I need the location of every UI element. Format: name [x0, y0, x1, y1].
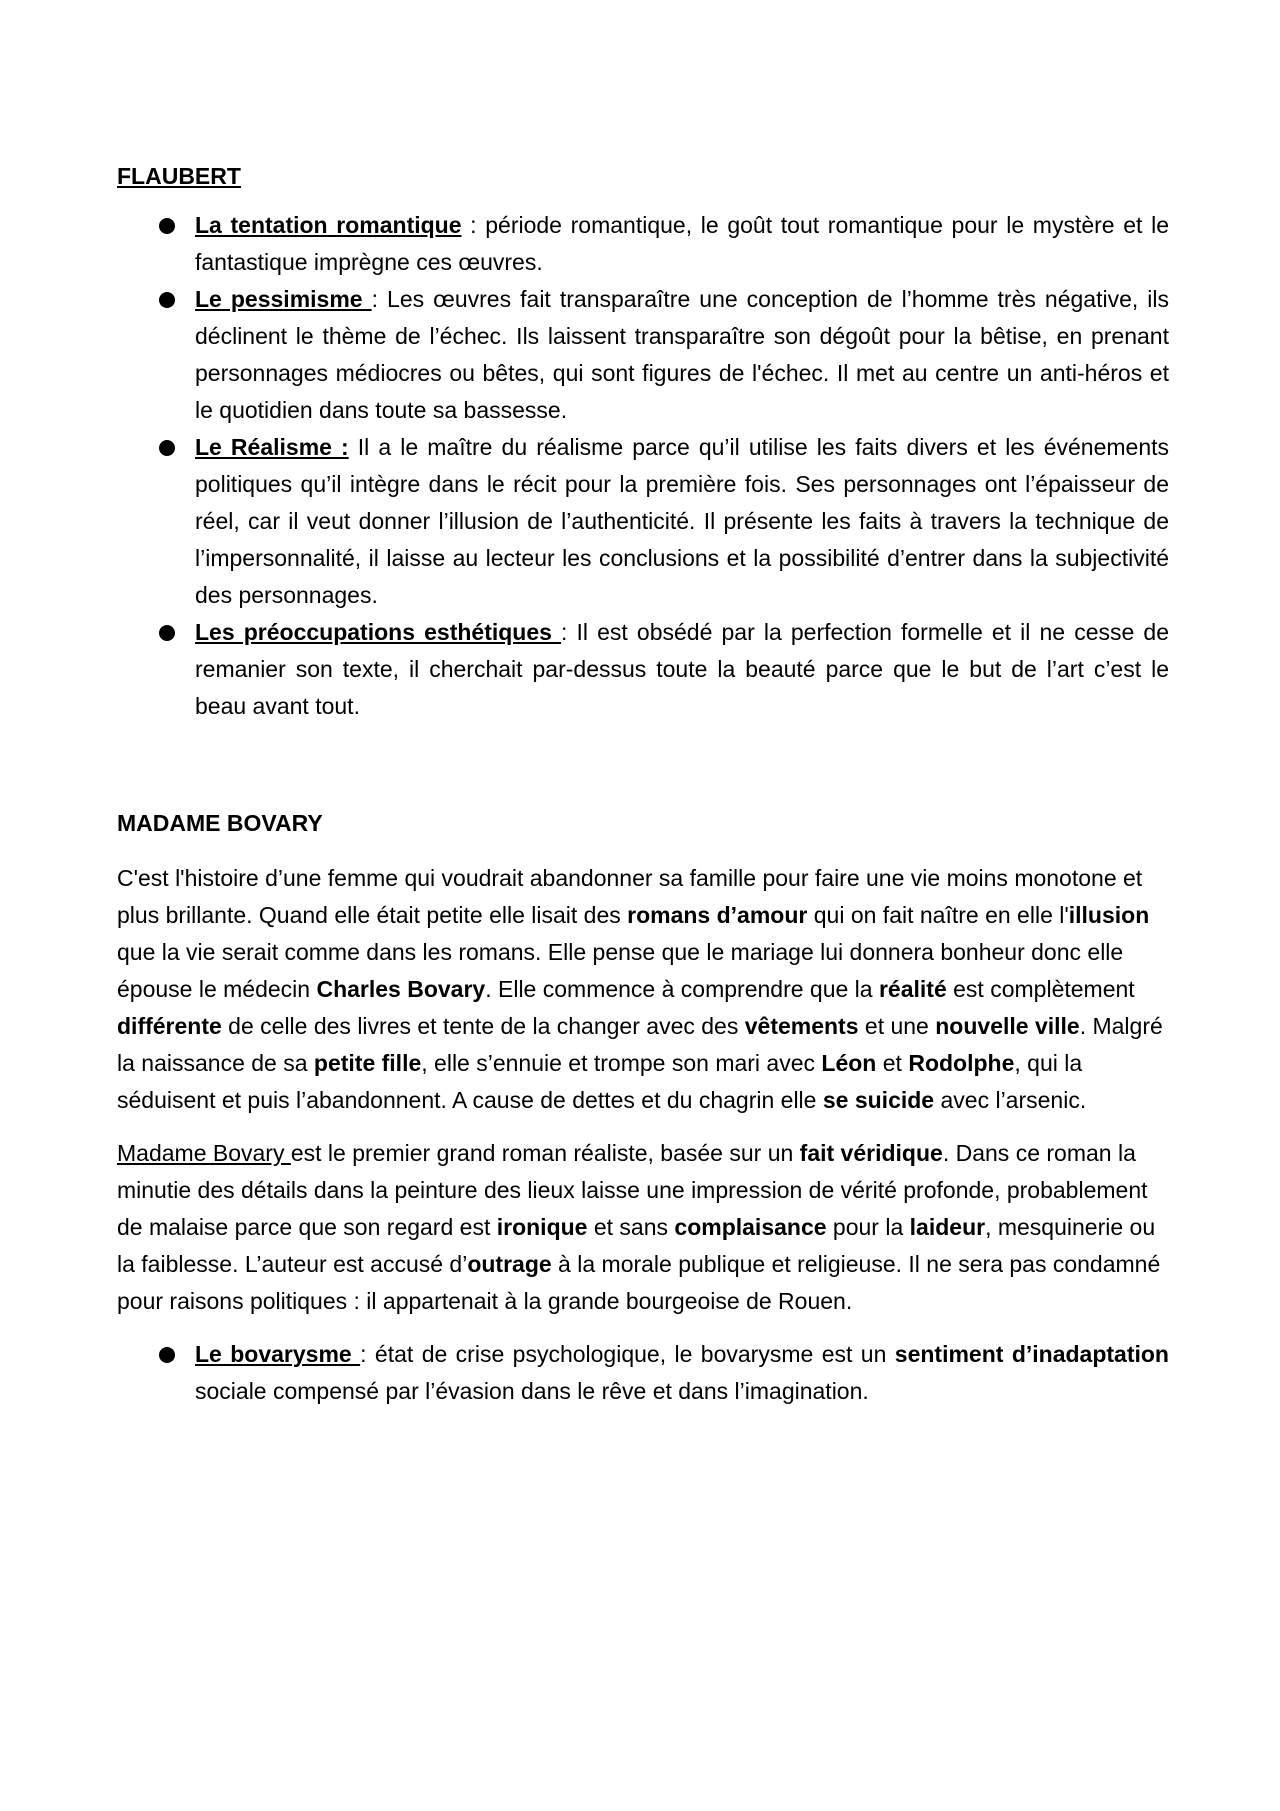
- text-run: et: [876, 1050, 909, 1076]
- list-item: [117, 1336, 1169, 1410]
- bold-run: fait véridique: [799, 1140, 943, 1166]
- text-run: et sans: [587, 1214, 675, 1240]
- bullet-text: sociale compensé par l’évasion dans le rêve et dans l’imagination.: [195, 1378, 869, 1404]
- text-run: C'est l'histoire d’une femme qui voudrait abandonner sa famille pour faire une vie moins monotone et plus brillante. Quand elle était petite elle lisait des: [117, 865, 1143, 928]
- bullet-text: Il a le maître du réalisme parce qu’il utilise les faits divers et les événements politiques qu’il intègre dans le récit pour la première fois. Ses personnages ont l’épaisseur de réel, car il veut donner l’illusion de l’authenticité. Il présente les faits à travers la technique de l’impersonnalité, il laisse au lecteur les conclusions et la possibilité d’entrer dans la subjectivité des personnages.: [195, 434, 1169, 608]
- text-run: pour la: [826, 1214, 910, 1240]
- bovary-summary-paragraph: [117, 860, 1169, 1119]
- bullet-term: Les préoccupations esthétiques: [195, 619, 562, 645]
- text-run: est complètement: [946, 976, 1135, 1002]
- list-item: [117, 614, 1169, 725]
- text-run: est le premier grand roman réaliste, basée sur un: [290, 1140, 800, 1166]
- text-run: . Dans ce roman la minutie des détails dans la peinture des lieux laisse une impression de vérité profonde, probablement de malaise parce que son regard est: [117, 1140, 1148, 1240]
- book-title: Madame Bovary: [117, 1140, 291, 1166]
- text-run: , qui la séduisent et puis l’abandonnent. A cause de dettes et du chagrin elle: [117, 1050, 1083, 1113]
- document-page: [117, 158, 1169, 1410]
- text-run: que la vie serait comme dans les romans. Elle pense que le mariage lui donnera bonheur donc elle épouse le médecin: [117, 939, 1124, 1002]
- bullet-text: : période romantique, le goût tout romantique pour le mystère et le fantastique imprègne ces œuvres.: [195, 212, 1169, 275]
- bold-run: illusion: [1068, 902, 1150, 928]
- text-run: de celle des livres et tente de la changer avec des: [221, 1013, 745, 1039]
- bold-run: sentiment d’inadaptation: [894, 1341, 1169, 1367]
- text-run: et une: [858, 1013, 936, 1039]
- bold-run: Rodolphe: [908, 1050, 1015, 1076]
- text-run: , elle s’ennuie et trompe son mari avec: [421, 1050, 822, 1076]
- bold-run: outrage: [467, 1251, 552, 1277]
- bullet-term: Le pessimisme: [195, 286, 372, 312]
- bold-run: vêtements: [744, 1013, 859, 1039]
- bullet-text: : état de crise psychologique, le bovarysme est un: [360, 1341, 895, 1367]
- bovary-heading: MADAME BOVARY: [117, 810, 323, 836]
- bold-run: laideur: [909, 1214, 986, 1240]
- bold-run: se suicide: [822, 1087, 935, 1113]
- text-run: , mesquinerie ou la faiblesse. L’auteur est accusé d’: [117, 1214, 1156, 1277]
- bold-run: différente: [117, 1013, 222, 1039]
- text-run: qui on fait naître en elle l': [807, 902, 1069, 928]
- bullet-text: : Les œuvres fait transparaître une conception de l’homme très négative, ils déclinent le thème de l’échec. Ils laissent transparaître son dégoût pour la bêtise, en prenant personnages médiocres ou bêtes, qui sont figures de l'échec. Il met au centre un anti-héros et le quotidien dans toute sa bassesse.: [195, 286, 1170, 423]
- bullet-term: Le Réalisme :: [195, 434, 349, 460]
- bullet-text: : Il est obsédé par la perfection formelle et il ne cesse de remanier son texte, il cherchait par-dessus toute la beauté parce que le but de l’art c’est le beau avant tout.: [195, 619, 1169, 719]
- text-run: avec l’arsenic.: [934, 1087, 1087, 1113]
- bold-run: Charles Bovary: [316, 976, 486, 1002]
- text-run: . Elle commence à comprendre que la: [485, 976, 879, 1002]
- list-item: [117, 281, 1169, 429]
- text-run: . Malgré la naissance de sa: [117, 1013, 1163, 1076]
- flaubert-heading: FLAUBERT: [117, 163, 241, 189]
- bold-run: ironique: [496, 1214, 588, 1240]
- bold-run: complaisance: [674, 1214, 827, 1240]
- bold-run: romans d’amour: [627, 902, 808, 928]
- list-item: [117, 429, 1169, 614]
- bovary-analysis-paragraph: [117, 1135, 1169, 1320]
- list-item: [117, 207, 1169, 281]
- bold-run: Léon: [821, 1050, 877, 1076]
- bullet-term: La tentation romantique: [195, 212, 462, 238]
- bold-run: nouvelle ville: [935, 1013, 1080, 1039]
- bovary-bullet-list: [117, 1336, 1169, 1410]
- flaubert-bullet-list: [117, 207, 1169, 725]
- bullet-term: Le bovarysme: [195, 1341, 361, 1367]
- bold-run: petite fille: [313, 1050, 422, 1076]
- bold-run: réalité: [878, 976, 947, 1002]
- text-run: à la morale publique et religieuse. Il ne sera pas condamné pour raisons politiques : il appartenait à la grande bourgeoise de Rouen.: [117, 1251, 1161, 1314]
